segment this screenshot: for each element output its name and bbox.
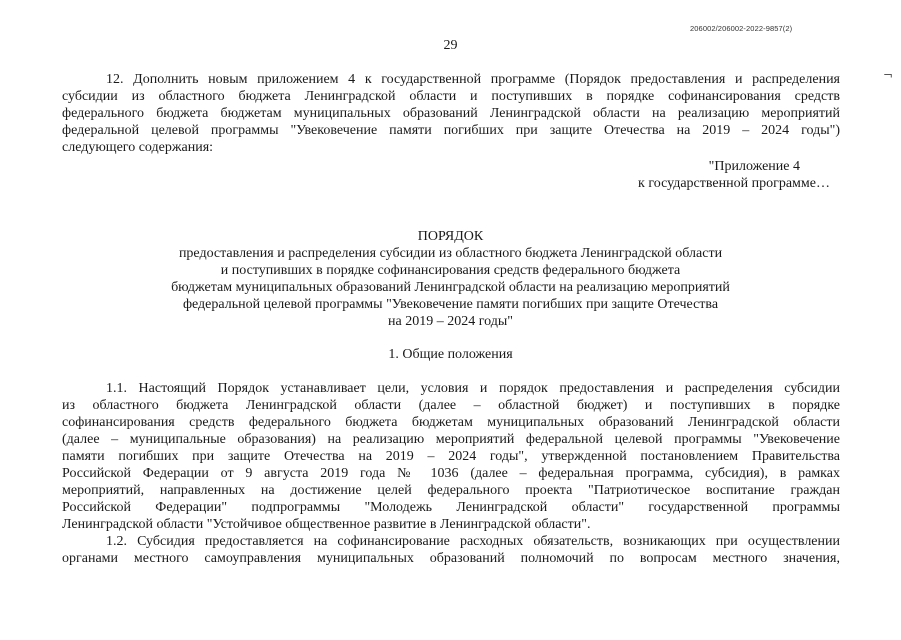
paragraph-line: софинансирования средств федерального бюджета бюджетам муниципальных образований Ленинградской области — [62, 415, 840, 430]
subtitle-line: предоставления и распределения субсидии из областного бюджета Ленинградской области — [178, 246, 723, 261]
paragraph-line: (далее – муниципальные образования) на реализацию мероприятий федеральной целевой программы "Увековечение — [62, 432, 840, 447]
paragraph-line: Ленинградской области "Устойчивое общественное развитие в Ленинградской области". — [62, 517, 591, 532]
subtitle-line: федеральной целевой программы "Увековечение памяти погибших при защите Отечества — [182, 297, 719, 312]
appendix-reference — [560, 158, 830, 192]
paragraph-line: Российской Федерации" подпрограммы "Молодежь Ленинградской области" государственной программы — [62, 500, 840, 515]
paragraph-line: органами местного самоуправления муниципальных образований полномочий по вопросам местного значения, — [62, 551, 840, 566]
page-number: 29 — [443, 38, 458, 53]
paragraph-1-1 — [62, 380, 840, 533]
subtitle-line: на 2019 – 2024 годы" — [388, 314, 513, 329]
paragraph-line: федеральной целевой программы "Увековечение памяти погибших при защите Отечества на 2019 – 2024 годы") — [62, 123, 840, 138]
paragraph-line: 1.1. Настоящий Порядок устанавливает цели, условия и порядок предоставления и распределения субсидии — [106, 381, 840, 396]
subtitle-line: бюджетам муниципальных образований Ленинградской области на реализацию мероприятий — [171, 280, 730, 295]
paragraph-line: 12. Дополнить новым приложением 4 к государственной программе (Порядок предоставления и распределения — [106, 72, 840, 87]
procedure-subtitle — [0, 245, 901, 330]
paragraph-line: 1.2. Субсидия предоставляется на софинансирование расходных обязательств, возникающих при осуществлении — [106, 534, 840, 549]
section-heading: 1. Общие положения — [388, 347, 513, 362]
paragraph-line: федерального бюджета бюджетам муниципальных образований Ленинградской области на реализацию мероприятий — [62, 106, 840, 121]
appendix-line: "Приложение 4 — [708, 159, 800, 174]
document-id: 206002/206002-2022-9857(2) — [690, 24, 793, 33]
paragraph-line: Российской Федерации от 9 августа 2019 года № 1036 (далее – федеральная программа, субсидия), в рамках — [62, 466, 840, 481]
paragraph-1-2 — [62, 533, 840, 567]
appendix-line: к государственной программе… — [638, 176, 830, 191]
paragraph-line: субсидии из областного бюджета Ленинградской области и поступивших в порядке софинансирования средств — [62, 89, 840, 104]
subtitle-line: и поступивших в порядке софинансирования средств федерального бюджета — [220, 263, 681, 278]
paragraph-line: из областного бюджета Ленинградской области (далее – областной бюджет) и поступивших в порядке — [62, 398, 840, 413]
paragraph-line: следующего содержания: — [62, 140, 214, 155]
paragraph-12 — [62, 71, 840, 156]
procedure-title: ПОРЯДОК — [417, 229, 484, 244]
paragraph-line: мероприятий, направленных на достижение целей федерального проекта "Патриотическое воспитание граждан — [62, 483, 840, 498]
margin-mark: ¬ — [883, 68, 894, 82]
paragraph-line: памяти погибших при защите Отечества на 2019 – 2024 годы", утвержденной постановлением Правительства — [62, 449, 840, 464]
